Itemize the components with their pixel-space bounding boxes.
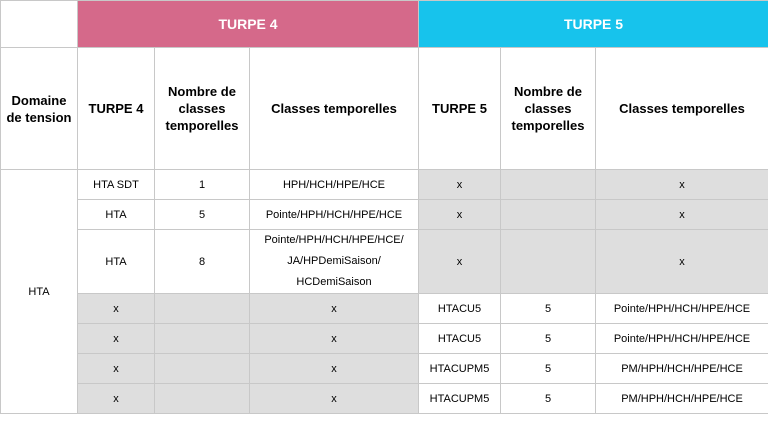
cell-nb-classes-5: 5	[501, 294, 596, 324]
cell-nb-classes-4: 5	[155, 200, 250, 230]
column-header-row	[1, 48, 768, 170]
cell-turpe4: x	[78, 384, 155, 414]
cell-classes-5: x	[596, 200, 768, 230]
table-row	[1, 230, 768, 294]
cell-classes-4: Pointe/HPH/HCH/HPE/HCE/ JA/HPDemiSaison/ HCDemiSaison	[250, 230, 419, 294]
cell-nb-classes-5: 5	[501, 384, 596, 414]
table-row	[1, 324, 768, 354]
cell-nb-classes-4	[155, 324, 250, 354]
cell-nb-classes-5	[501, 200, 596, 230]
cell-classes-4: Pointe/HPH/HCH/HPE/HCE	[250, 200, 419, 230]
cell-classes-5: x	[596, 230, 768, 294]
col-header-classes-4: Classes temporelles	[250, 48, 419, 170]
cell-turpe4: HTA SDT	[78, 170, 155, 200]
cell-turpe4: HTA	[78, 230, 155, 294]
cell-turpe4: x	[78, 324, 155, 354]
cell-classes-5: Pointe/HPH/HCH/HPE/HCE	[596, 324, 768, 354]
domain-cell: HTA	[1, 170, 78, 414]
col-header-turpe4: TURPE 4	[78, 48, 155, 170]
cell-turpe5: HTACU5	[419, 294, 501, 324]
cell-classes-5: Pointe/HPH/HCH/HPE/HCE	[596, 294, 768, 324]
cell-turpe5: x	[419, 200, 501, 230]
group-header-turpe4: TURPE 4	[78, 1, 419, 48]
cell-turpe4: x	[78, 354, 155, 384]
cell-nb-classes-4: 1	[155, 170, 250, 200]
table-row	[1, 384, 768, 414]
table-row	[1, 294, 768, 324]
col-header-classes-5: Classes temporelles	[596, 48, 768, 170]
cell-classes-4: x	[250, 294, 419, 324]
cell-nb-classes-4: 8	[155, 230, 250, 294]
cell-turpe5: x	[419, 230, 501, 294]
cell-nb-classes-4	[155, 384, 250, 414]
cell-classes-4: x	[250, 324, 419, 354]
group-header-row	[1, 1, 768, 48]
col-header-nb-classes-5: Nombre de classes temporelles	[501, 48, 596, 170]
cell-nb-classes-5: 5	[501, 354, 596, 384]
cell-classes-5: x	[596, 170, 768, 200]
col-header-turpe5: TURPE 5	[419, 48, 501, 170]
cell-nb-classes-4	[155, 294, 250, 324]
cell-turpe4: HTA	[78, 200, 155, 230]
cell-nb-classes-4	[155, 354, 250, 384]
table-row	[1, 354, 768, 384]
group-header-turpe5: TURPE 5	[419, 1, 768, 48]
corner-cell	[1, 1, 78, 48]
cell-classes-4: HPH/HCH/HPE/HCE	[250, 170, 419, 200]
cell-nb-classes-5	[501, 170, 596, 200]
cell-turpe5: HTACUPM5	[419, 354, 501, 384]
cell-nb-classes-5	[501, 230, 596, 294]
cell-turpe5: x	[419, 170, 501, 200]
col-header-domaine: Domaine de tension	[1, 48, 78, 170]
table-row	[1, 170, 768, 200]
table-row	[1, 200, 768, 230]
col-header-nb-classes-4: Nombre de classes temporelles	[155, 48, 250, 170]
cell-classes-5: PM/HPH/HCH/HPE/HCE	[596, 384, 768, 414]
cell-classes-5: PM/HPH/HCH/HPE/HCE	[596, 354, 768, 384]
cell-turpe5: HTACUPM5	[419, 384, 501, 414]
cell-classes-4: x	[250, 384, 419, 414]
cell-classes-4: x	[250, 354, 419, 384]
cell-turpe5: HTACU5	[419, 324, 501, 354]
cell-turpe4: x	[78, 294, 155, 324]
cell-nb-classes-5: 5	[501, 324, 596, 354]
